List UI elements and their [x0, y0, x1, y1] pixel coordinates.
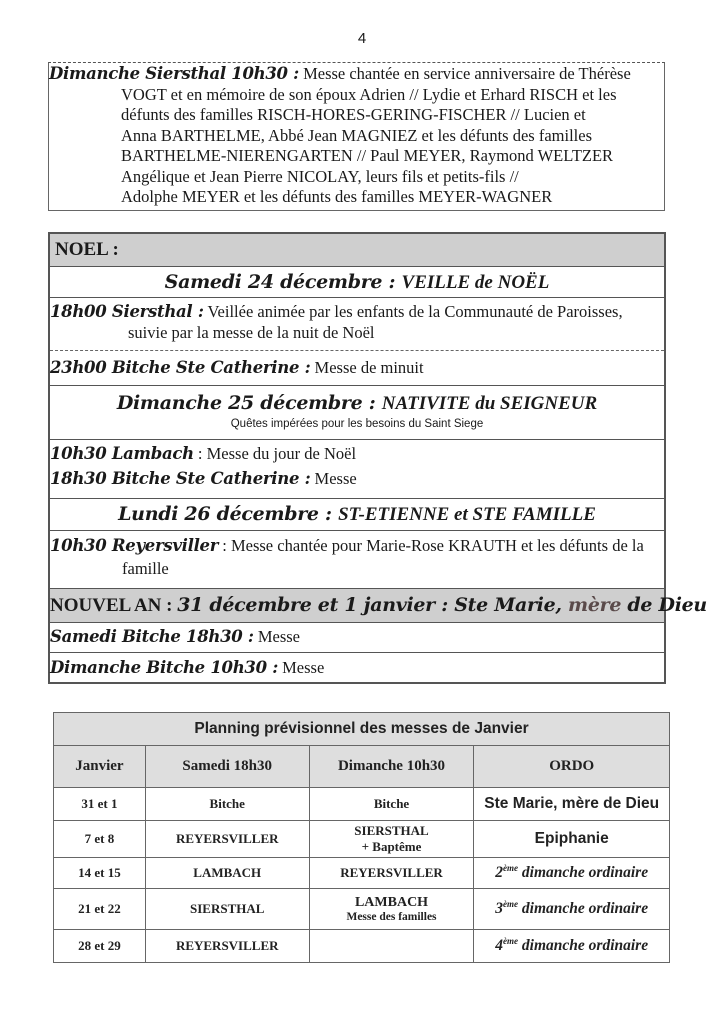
cell-samedi: REYERSVILLER [145, 930, 309, 963]
page-number: 4 [357, 30, 367, 47]
day1-feast: VEILLE de NOËL [401, 272, 550, 293]
noel-block [48, 232, 707, 684]
nouvel-an-item2 [50, 653, 664, 684]
day2-feast: NATIVITE du SEIGNEUR [381, 393, 598, 414]
na-item2-label: Dimanche Bitche 10h30 : [50, 658, 278, 677]
item3-sep: : [193, 444, 207, 463]
col-header-janvier: Janvier [54, 746, 146, 788]
cell-dimanche: REYERSVILLER [309, 858, 474, 889]
cell-date: 7 et 8 [54, 821, 146, 858]
noel-item5 [50, 531, 664, 589]
na-item1-text: Messe [253, 627, 300, 646]
item2-line [50, 358, 424, 378]
ordo-text: dimanche ordinaire [518, 864, 649, 882]
block1-line-1: VOGT et en mémoire de son époux Adrien // Lydie et Erhard RISCH et les [121, 85, 617, 104]
item4-line [50, 469, 357, 489]
table-row [54, 930, 670, 963]
table-row [54, 788, 670, 821]
day3-heading [50, 503, 664, 526]
noel-header [50, 234, 664, 267]
cell-dimanche: Bitche [309, 788, 474, 821]
nouvel-an-dieu: de Dieu [621, 594, 707, 616]
cell-date: 14 et 15 [54, 858, 146, 889]
ordo-text: dimanche ordinaire [518, 937, 649, 955]
col-header-samedi: Samedi 18h30 [145, 746, 309, 788]
block1-text-0: Messe chantée en service anniversaire de Thérèse [298, 64, 631, 83]
block1-line-3: Anna BARTHELME, Abbé Jean MAGNIEZ et les défunts des familles [121, 126, 592, 145]
day1-heading [50, 271, 664, 294]
cell-dimanche-sub: Messe des familles [346, 911, 437, 923]
ordo-sup: ème [503, 899, 519, 910]
ordo-text: dimanche ordinaire [518, 900, 649, 918]
cell-date: 31 et 1 [54, 788, 146, 821]
col-header-dimanche: Dimanche 10h30 [309, 746, 474, 788]
item5-text: : Messe chantée pour Marie-Rose KRAUTH et les défunts de la [218, 536, 644, 555]
cell-dimanche-main: LAMBACH [354, 895, 429, 910]
item1-text2: suivie par la messe de la nuit de Noël [128, 323, 375, 342]
cell-date: 28 et 29 [54, 930, 146, 963]
ordo-sup: ème [503, 863, 519, 874]
planning-table [53, 712, 670, 963]
item1-label: 18h00 Siersthal : [50, 302, 204, 321]
block1-line-0 [49, 64, 631, 84]
nouvel-an-date: 31 décembre et 1 janvier : Ste Marie, [177, 594, 569, 616]
cell-date: 21 et 22 [54, 889, 146, 930]
day2-date: Dimanche 25 décembre : [116, 392, 382, 414]
cell-ordo [474, 930, 670, 963]
item5-line [50, 536, 644, 556]
item3-line [50, 444, 356, 464]
cell-ordo [474, 889, 670, 930]
na-item1-line [50, 627, 300, 647]
item3-label: 10h30 Lambach [50, 444, 194, 463]
item3-text: Messe du jour de Noël [206, 444, 357, 463]
cell-samedi: Bitche [145, 788, 309, 821]
cell-samedi: SIERSTHAL [145, 889, 309, 930]
nouvel-an-item1 [50, 623, 664, 653]
noel-day2 [50, 386, 664, 440]
cell-dimanche-sub: + Baptême [361, 839, 422, 854]
siersthal-mass-block [48, 62, 665, 211]
ordo-num: 4 [495, 937, 504, 955]
col-header-ordo: ORDO [474, 746, 670, 788]
ordo-num: 2 [495, 864, 504, 882]
day1-date: Samedi 24 décembre : [164, 271, 402, 293]
na-item1-label: Samedi Bitche 18h30 : [50, 627, 254, 646]
planning-title-row [54, 713, 670, 746]
day2-heading [50, 392, 664, 415]
ordo-num: 3 [495, 900, 504, 918]
cell-samedi: REYERSVILLER [145, 821, 309, 858]
cell-ordo: Ste Marie, mère de Dieu [474, 788, 670, 821]
item1-line [50, 302, 623, 322]
planning-title: Planning prévisionnel des messes de Janvier [54, 713, 670, 746]
item5-label: 10h30 Reyersviller [50, 536, 219, 555]
nouvel-an-heading [50, 594, 707, 617]
block1-line-6: Adolphe MEYER et les défunts des familles MEYER-WAGNER [121, 187, 553, 206]
nouvel-an-title: NOUVEL AN : [50, 595, 178, 616]
item1-text: Veillée animée par les enfants de la Communauté de Paroisses, [203, 302, 623, 321]
cell-dimanche [309, 889, 474, 930]
noel-title: NOEL : [55, 239, 119, 260]
nouvel-an-mere: mère [568, 594, 622, 616]
noel-item2 [50, 351, 664, 386]
planning-header-row [54, 746, 670, 788]
table-row [54, 858, 670, 889]
table-row [54, 821, 670, 858]
day3-date: Lundi 26 décembre : [118, 503, 339, 525]
item2-text: Messe de minuit [310, 358, 424, 377]
cell-samedi: LAMBACH [145, 858, 309, 889]
block1-line-2: défunts des familles RISCH-HORES-GERING-FISCHER // Lucien et [121, 105, 586, 124]
noel-item1 [50, 298, 664, 351]
cell-ordo: Epiphanie [474, 821, 670, 858]
noel-day2-items [50, 440, 664, 499]
item2-label: 23h00 Bitche Ste Catherine : [50, 358, 311, 377]
day2-note: Quêtes impérées pour les besoins du Saint Siege [230, 418, 484, 430]
item4-label: 18h30 Bitche Ste Catherine : [50, 469, 311, 488]
cell-dimanche-main: SIERSTHAL [354, 823, 429, 838]
day3-feast: ST-ETIENNE et STE FAMILLE [338, 504, 596, 525]
ordo-sup: ème [503, 936, 519, 947]
block1-label: Dimanche Siersthal 10h30 : [49, 64, 299, 83]
cell-ordo [474, 858, 670, 889]
block1-line-5: Angélique et Jean Pierre NICOLAY, leurs fils et petits-fils // [121, 167, 519, 186]
block1-line-4: BARTHELME-NIERENGARTEN // Paul MEYER, Raymond WELTZER [121, 146, 614, 165]
noel-day1 [50, 267, 664, 298]
item5-text2: famille [122, 559, 169, 578]
noel-day3 [50, 499, 664, 531]
cell-dimanche [309, 821, 474, 858]
na-item2-line [50, 658, 324, 678]
table-row [54, 889, 670, 930]
nouvel-an-header [50, 589, 707, 623]
cell-dimanche [309, 930, 474, 963]
item4-text: Messe [310, 469, 357, 488]
na-item2-text: Messe [277, 658, 325, 677]
